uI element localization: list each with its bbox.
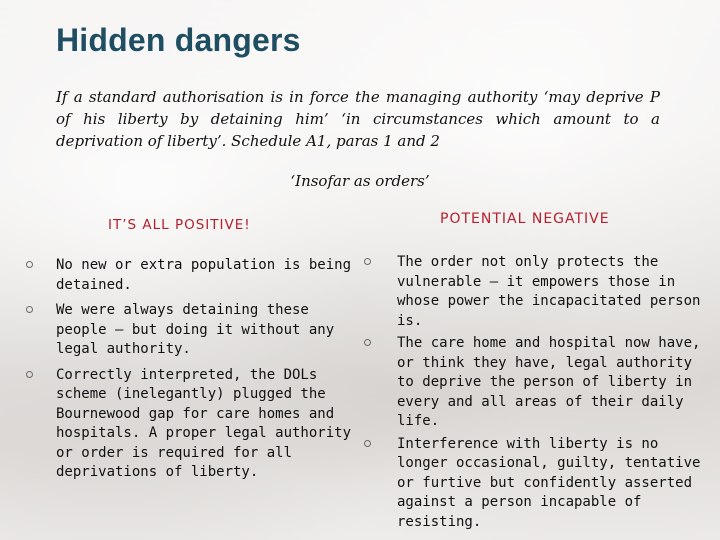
subheading: ‘Insofar as orders’ xyxy=(290,172,430,190)
list-item xyxy=(364,334,712,432)
list-item xyxy=(26,301,362,360)
list-item xyxy=(26,366,362,483)
list-item xyxy=(364,435,712,533)
bullet-icon xyxy=(364,440,371,447)
bullet-icon xyxy=(364,339,371,346)
right-bullet-list xyxy=(364,253,712,535)
bullet-icon xyxy=(364,258,371,265)
list-item xyxy=(26,256,362,295)
list-item xyxy=(364,253,712,331)
left-bullet-list xyxy=(26,256,362,489)
bullet-text: No new or extra population is being detained. xyxy=(56,257,352,293)
bullet-icon xyxy=(26,261,33,268)
bullet-text: Interference with liberty is no longer occasional, guilty, tentative or furtive but confidently asserted against a person incapable of resisting. xyxy=(397,435,701,530)
left-column-heading: IT’S ALL POSITIVE! xyxy=(108,217,251,233)
right-column-heading: POTENTIAL NEGATIVE xyxy=(440,211,610,227)
intro-paragraph: If a standard authorisation is in force the managing authority ‘may deprive P of his liberty by detaining him’ ‘in circumstances which amount to a deprivation of liberty’. Schedule A1, paras 1 and 2 xyxy=(56,88,660,150)
bullet-text: Correctly interpreted, the DOLs scheme (inelegantly) plugged the Bournewood gap for care homes and hospitals. A proper legal authority or order is required for all deprivations of liberty. xyxy=(56,366,352,480)
bullet-text: The order not only protects the vulnerable — it empowers those in whose power the incapacitated person is. xyxy=(397,254,701,329)
bullet-icon xyxy=(26,306,33,313)
bullet-text: The care home and hospital now have, or think they have, legal authority to deprive the person of liberty in every and all areas of their daily life. xyxy=(397,335,701,429)
bullet-icon xyxy=(26,371,33,378)
slide-title: Hidden dangers xyxy=(56,22,301,58)
bullet-text: We were always detaining these people — but doing it without any legal authority. xyxy=(56,302,335,357)
